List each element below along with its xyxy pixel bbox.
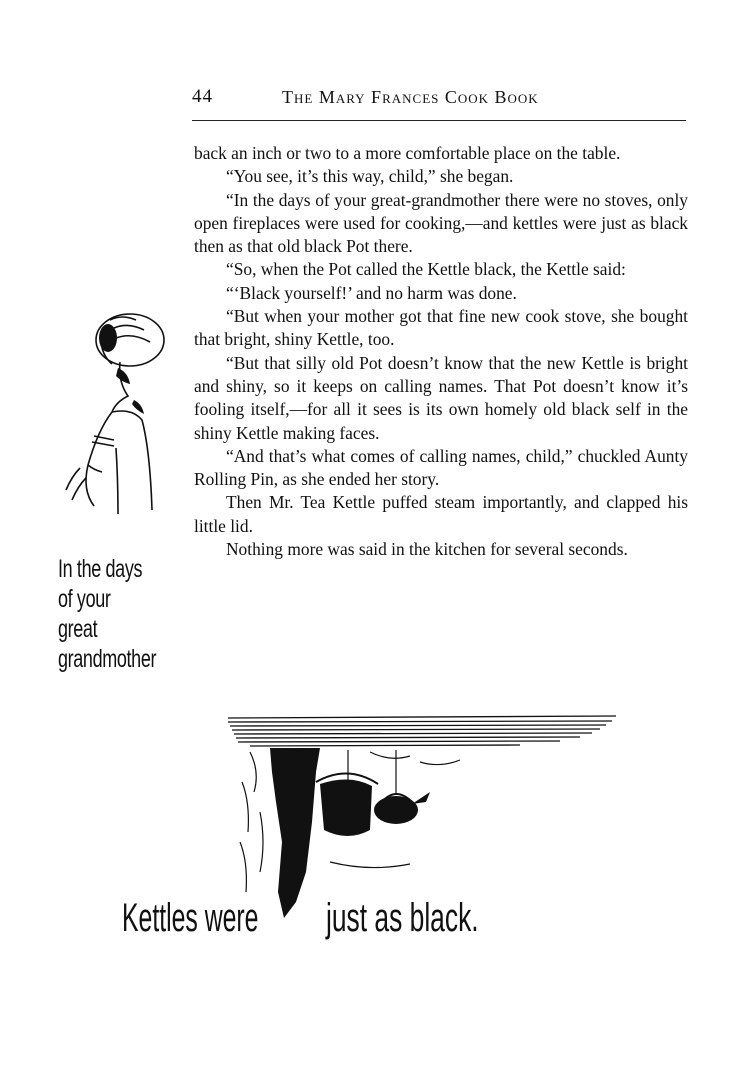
- side-caption-line: In the days: [58, 555, 143, 583]
- page-number: 44: [192, 86, 213, 107]
- paragraph: back an inch or two to a more comfortable place on the table.: [194, 143, 621, 163]
- bottom-caption-right: just as black.: [326, 896, 479, 940]
- bonnet-brim: [99, 324, 117, 352]
- paragraph: “And that’s what comes of calling names, child,” chuckled Aunty Rolling Pin, as she ended her story.: [194, 445, 688, 490]
- paragraph: “In the days of your great-grandmother there were no stoves, only open fireplaces were used for cooking,—and kettles were just as black then as that old black Pot there.: [194, 189, 688, 257]
- page-header: [192, 86, 686, 116]
- body-text: [194, 142, 688, 561]
- paragraph: Then Mr. Tea Kettle puffed steam importantly, and clapped his little lid.: [194, 492, 688, 536]
- paragraph: “But when your mother got that fine new cook stove, she bought that bright, shiny Kettle, too.: [194, 306, 688, 350]
- paragraph: “But that silly old Pot doesn’t know that the new Kettle is bright and shiny, so it keeps on calling names. That Pot doesn’t know it’s fooling itself,—for all it sees is its own homely old black self in the shiny Kettle making faces.: [194, 352, 688, 443]
- side-caption-line: of your great: [58, 585, 111, 643]
- paragraph: “‘Black yourself!’ and no harm was done.: [226, 282, 517, 303]
- running-title: The Mary Frances Cook Book: [282, 87, 539, 107]
- paragraph: Nothing more was said in the kitchen for several seconds.: [226, 539, 628, 560]
- side-caption-line: grandmother: [58, 645, 157, 673]
- fireplace-kettles-illustration: [220, 712, 620, 922]
- header-rule: [192, 120, 686, 121]
- fireplace-wall: [270, 748, 320, 918]
- side-caption: [58, 554, 157, 674]
- grandmother-illustration: [58, 300, 178, 530]
- paragraph: “So, when the Pot called the Kettle black, the Kettle said:: [226, 259, 626, 280]
- bottom-caption-left: Kettles were: [122, 896, 259, 940]
- pot: [320, 779, 372, 836]
- paragraph: “You see, it’s this way, child,” she began.: [226, 166, 514, 187]
